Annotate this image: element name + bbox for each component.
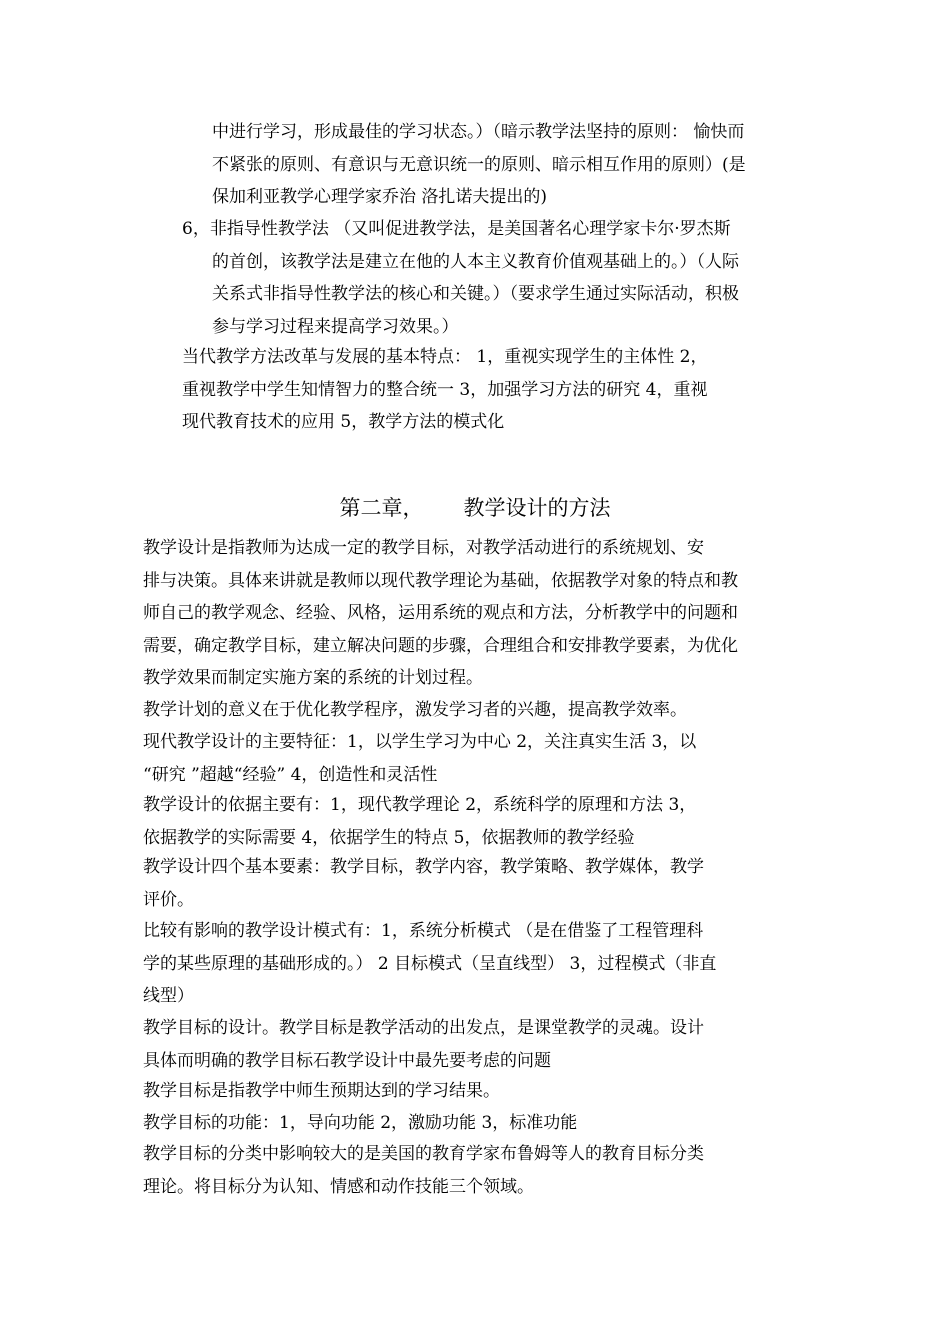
text-line: 当代教学方法改革与发展的基本特点： 1，重视实现学生的主体性 2， [182, 347, 708, 367]
paragraph-design-features [143, 726, 813, 791]
paragraph-teaching-design-definition [143, 532, 813, 695]
method-reform-features [182, 341, 812, 439]
paragraph-objective-taxonomy [143, 1138, 813, 1203]
paragraph-plan-meaning [143, 694, 813, 727]
text-line: 理论。将目标分为认知、情感和动作技能三个领域。 [143, 1176, 534, 1197]
intro-block [212, 116, 812, 214]
text-line: 教学目标的设计。教学目标是教学活动的出发点，是课堂教学的灵魂。设计 [143, 1018, 704, 1038]
text-line: 需要，确定教学目标，建立解决问题的步骤，合理组合和安排教学要素，为优化 [143, 635, 738, 656]
text-line: 6，非指导性教学法 （又叫促进教学法，是美国著名心理学家卡尔·罗杰斯 [182, 219, 731, 239]
text-line: 教学设计四个基本要素：教学目标，教学内容，教学策略、教学媒体，教学 [143, 857, 704, 877]
paragraph-design-basis [143, 789, 813, 854]
text-line: 排与决策。具体来讲就是教师以现代教学理论为基础，依据教学对象的特点和教 [143, 570, 738, 591]
text-line: 关系式非指导性教学法的核心和关键。）（要求学生通过实际活动，积极 [212, 284, 739, 304]
item-6-nondirective-teaching [182, 213, 812, 343]
paragraph-objective-functions [143, 1107, 813, 1140]
text-line: 中进行学习，形成最佳的学习状态。）（暗示教学法坚持的原则： 愉快而 [212, 122, 745, 142]
paragraph-design-models [143, 915, 813, 1013]
text-line: 现代教学设计的主要特征：1，以学生学习为中心 2，关注真实生活 3，以 [143, 732, 697, 752]
text-line: 教学目标是指教学中师生预期达到的学习结果。 [143, 1081, 500, 1101]
paragraph-design-elements [143, 851, 813, 916]
text-line: 教学目标的分类中影响较大的是美国的教育学家布鲁姆等人的教育目标分类 [143, 1144, 704, 1164]
text-line: 重视教学中学生知情智力的整合统一 3，加强学习方法的研究 4，重视 [182, 379, 708, 400]
text-line: “研究 ”超越“经验” 4，创造性和灵活性 [143, 764, 438, 785]
text-line: 师自己的教学观念、经验、风格，运用系统的观点和方法，分析教学中的问题和 [143, 603, 738, 623]
text-line: 的首创，该教学法是建立在他的人本主义教育价值观基础上的。）（人际 [212, 251, 739, 272]
text-line: 现代教育技术的应用 5，教学方法的模式化 [182, 412, 505, 432]
text-line: 评价。 [143, 889, 194, 910]
text-line: 教学目标的功能：1，导向功能 2，激励功能 3，标准功能 [143, 1113, 578, 1133]
text-line: 教学设计的依据主要有：1，现代教学理论 2，系统科学的原理和方法 3， [143, 795, 697, 815]
text-line: 教学设计是指教师为达成一定的教学目标，对教学活动进行的系统规划、安 [143, 538, 704, 558]
paragraph-objective-definition [143, 1075, 813, 1108]
text-line: 不紧张的原则、有意识与无意识统一的原则、暗示相互作用的原则）(是 [212, 154, 746, 175]
text-line: 教学效果而制定实施方案的系统的计划过程。 [143, 668, 483, 688]
paragraph-objective-design [143, 1012, 813, 1077]
text-line: 学的某些原理的基础形成的。） 2 目标模式（呈直线型） 3，过程模式（非直 [143, 953, 717, 974]
text-line: 依据教学的实际需要 4，依据学生的特点 5，依据教师的教学经验 [143, 827, 635, 848]
text-line: 线型） [143, 986, 194, 1006]
text-line: 比较有影响的教学设计模式有：1，系统分析模式 （是在借鉴了工程管理科 [143, 921, 704, 941]
chapter-heading: 第二章， 教学设计的方法 [339, 496, 611, 520]
text-line: 参与学习过程来提高学习效果。） [212, 316, 459, 337]
text-line: 具体而明确的教学目标石教学设计中最先要考虑的问题 [143, 1050, 551, 1071]
text-line: 教学计划的意义在于优化教学程序，激发学习者的兴趣，提高教学效率。 [143, 700, 687, 720]
text-line: 保加利亚教学心理学家乔治 洛扎诺夫提出的) [212, 187, 548, 207]
